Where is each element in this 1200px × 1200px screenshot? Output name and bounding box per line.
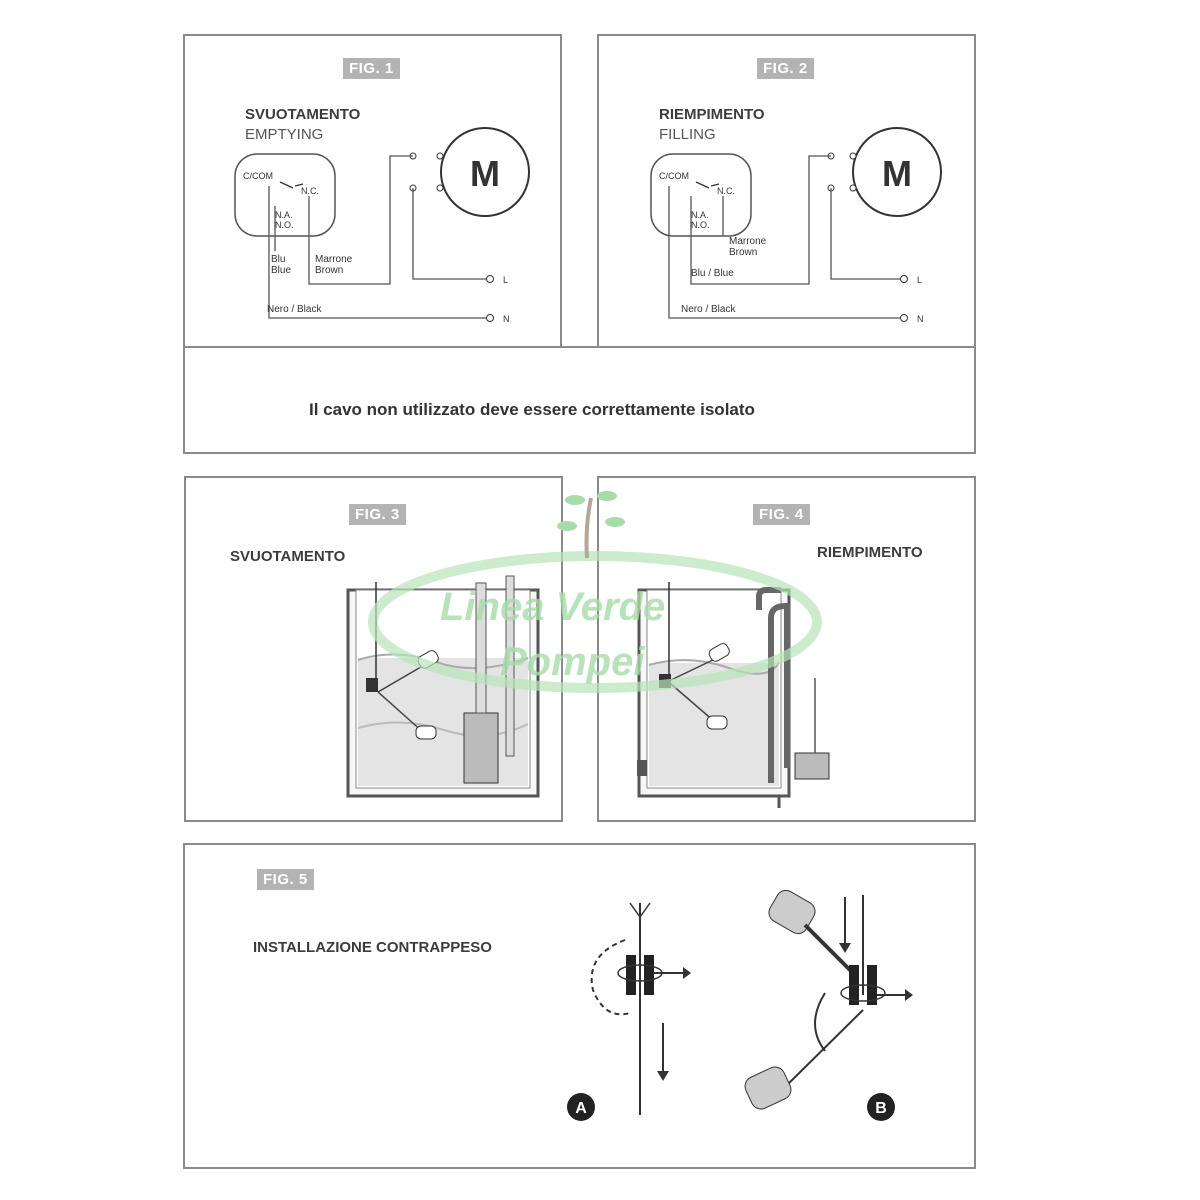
fig2-com-label: C/COM [659, 171, 689, 181]
fig2-panel [597, 34, 976, 348]
fig2-brown-label: Brown [729, 247, 758, 258]
fig5-a-weight [644, 955, 654, 995]
fig1-no-label: N.O. [275, 220, 294, 230]
fig2-title: RIEMPIMENTO [659, 106, 765, 123]
fig5-a-arrowhead-down [657, 1071, 669, 1081]
fig1-brown-label: Brown [315, 265, 344, 276]
insulation-note: Il cavo non utilizzato deve essere correttamente isolato [309, 400, 755, 419]
fig5-a-rotation-arrow [592, 940, 630, 1014]
fig2-terminal [850, 153, 856, 159]
fig1-wire-l [413, 188, 487, 279]
watermark-text-line2: Pompei [500, 640, 645, 684]
fig2-n-terminal [901, 315, 908, 322]
fig3-tag: FIG. 3 [349, 504, 406, 525]
fig2-l-terminal [901, 276, 908, 283]
fig5-b-swing-arrow [815, 993, 825, 1051]
fig1-blu-label: Blu [271, 254, 286, 265]
fig1-wire-black [269, 186, 487, 318]
watermark-text-line1: Linea Verde [440, 585, 666, 629]
fig2-wire-blue [691, 156, 831, 284]
fig3-title: SVUOTAMENTO [230, 548, 346, 565]
fig1-marrone-label: Marrone [315, 254, 353, 265]
fig1-panel [183, 34, 562, 348]
fig5-b-float-arm [805, 925, 855, 975]
fig5-title: INSTALLAZIONE CONTRAPPESO [253, 939, 492, 956]
fig1-na-label: N.A. [275, 210, 293, 220]
fig2-tag: FIG. 2 [757, 58, 814, 79]
fig5-b-float-cable [785, 1010, 863, 1087]
fig1-terminal [437, 153, 443, 159]
fig1-n-terminal [487, 315, 494, 322]
fig1-motor-label: M [470, 153, 500, 194]
note-panel [183, 346, 976, 454]
fig1-blue-label: Blue [271, 265, 292, 276]
fig1-tag: FIG. 1 [343, 58, 400, 79]
fig5-a-weight [626, 955, 636, 995]
fig5-counterweight-illustration [185, 845, 978, 1171]
fig1-com-label: C/COM [243, 171, 273, 181]
fig1-wiring-diagram [185, 36, 564, 350]
fig2-motor-label: M [882, 153, 912, 194]
fig1-contact [280, 182, 293, 188]
fig4-pump [795, 753, 829, 779]
fig2-n-label: N [917, 314, 924, 324]
fig2-no-label: N.O. [691, 220, 710, 230]
fig1-l-label: L [503, 275, 509, 285]
fig2-contact [696, 182, 709, 188]
fig5-label-a: A [575, 1100, 587, 1117]
fig2-marrone-label: Marrone [729, 236, 767, 247]
fig1-nero-label: Nero / Black [267, 304, 322, 315]
fig5-b-float-down [742, 1064, 794, 1113]
fig5-b-arrowhead [905, 989, 913, 1001]
fig4-tag: FIG. 4 [753, 504, 810, 525]
fig1-terminal [437, 185, 443, 191]
fig2-terminal [850, 185, 856, 191]
fig5-label-b: B [875, 1100, 887, 1117]
fig2-nc-label: N.C. [717, 186, 735, 196]
fig4-inlet-fitting [637, 760, 647, 776]
fig2-wire-black [669, 186, 901, 318]
fig3-pump [464, 713, 498, 783]
fig5-b-arrowhead-down [839, 943, 851, 953]
fig2-subtitle: FILLING [659, 126, 716, 143]
watermark-tree-icon [545, 478, 635, 568]
fig4-float-down [707, 716, 727, 729]
fig5-panel [183, 843, 976, 1169]
fig2-blu-label: Blu / Blue [691, 268, 734, 279]
fig2-l-label: L [917, 275, 923, 285]
fig2-nero-label: Nero / Black [681, 304, 736, 315]
fig1-l-terminal [487, 276, 494, 283]
fig4-title: RIEMPIMENTO [817, 544, 923, 561]
fig2-wiring-diagram [599, 36, 978, 350]
fig5-a-arrowhead [683, 967, 691, 979]
fig5-tag: FIG. 5 [257, 869, 314, 890]
fig1-nc-label: N.C. [301, 186, 319, 196]
fig3-float-down [416, 726, 436, 739]
fig2-na-label: N.A. [691, 210, 709, 220]
fig1-subtitle: EMPTYING [245, 126, 324, 143]
fig1-n-label: N [503, 314, 510, 324]
fig2-wire-l [831, 188, 901, 279]
fig1-title: SVUOTAMENTO [245, 106, 361, 123]
